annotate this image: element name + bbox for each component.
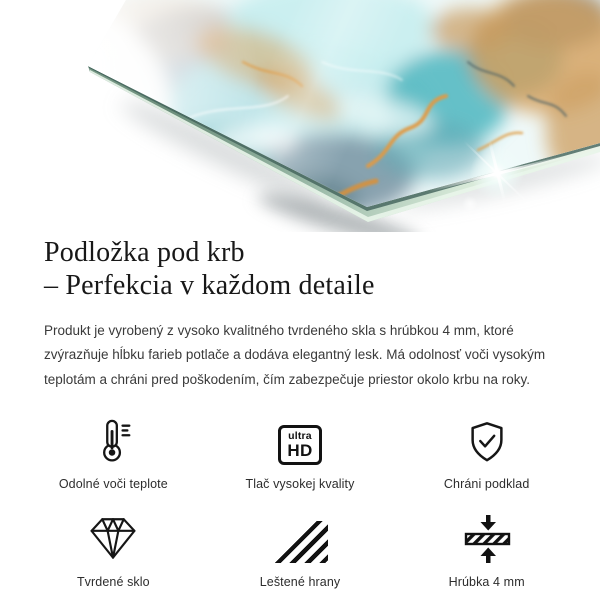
product-description: Produkt je vyrobený z vysoko kvalitného tvrdeného skla s hrúbkou 4 mm, ktoré zvýrazňuje hĺbku farieb potlače a dodáva elegantný lesk. Má odolnosť voči vysokým teplotám a chráni pred poškodením, čím zabezpečuje priestor okolo krbu na roky. [44, 323, 546, 387]
page-title-line2: – Perfekcia v každom detaile [44, 270, 375, 302]
feature-thickness [393, 515, 580, 589]
feature-polished-edges [207, 515, 394, 589]
feature-heat-resistant [20, 417, 207, 491]
thickness-icon [461, 515, 513, 563]
small-sparkle-icon [462, 196, 478, 212]
feature-print-quality [207, 417, 394, 491]
polished-edges-icon [272, 515, 328, 563]
ultra-hd-icon: ultra HD [278, 417, 321, 465]
feature-label: Odolné voči teplote [58, 476, 168, 491]
diamond-icon [84, 515, 142, 563]
glass-panel-artwork [0, 0, 600, 232]
feature-grid [20, 417, 580, 589]
feature-protects-base [393, 417, 580, 491]
shield-check-icon [464, 417, 510, 465]
content-section [0, 232, 600, 589]
feature-label: Leštené hrany [259, 574, 341, 589]
feature-tempered-glass [20, 515, 207, 589]
glass-reflection-overlay [0, 0, 600, 232]
thermometer-icon [90, 417, 136, 465]
feature-label: Tlač vysokej kvality [245, 476, 355, 491]
hero-image [0, 0, 600, 232]
page-title-line1: Podložka pod krb [44, 237, 245, 268]
feature-label: Hrúbka 4 mm [448, 574, 525, 589]
feature-label: Chráni podklad [443, 476, 530, 491]
page-title [44, 236, 560, 302]
feature-label: Tvrdené sklo [76, 574, 150, 589]
